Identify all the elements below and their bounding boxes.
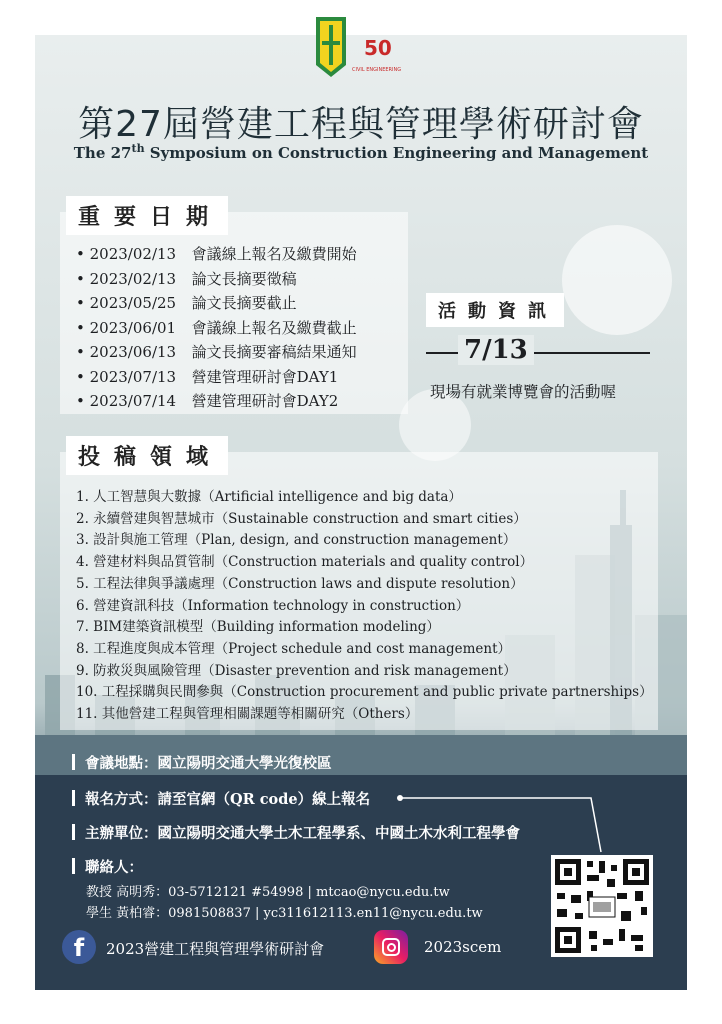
date-value: 2023/06/01 [89,318,177,337]
date-value: 2023/05/25 [89,294,177,312]
date-value: 2023/02/13 [89,245,177,263]
organizer: 主辦單位：國立陽明交通大學土木工程學系、中國土木水利工程學會 [72,822,520,843]
topic-item: 11. 其他營建工程與管理相關課題等相關研究（Others） [76,706,419,722]
date-event: 論文長摘要截止 [191,294,297,312]
topic-item: 2. 永續營建與智慧城市（Sustainable construction and smart cities） [76,510,527,527]
logo-number: 50 [364,36,392,60]
date-item: • 2023/02/13 會議線上報名及繳費開始 [76,245,357,263]
date-event: 論文長摘要徵稿 [191,269,297,288]
date-item: • 2023/07/14 營建管理研討會DAY2 [76,392,339,410]
topic-item: 1. 人工智慧與大數據（Artificial intelligence and big data） [76,489,462,505]
date-item: • 2023/05/25 論文長摘要截止 [76,294,297,312]
society-logo [294,15,406,85]
topic-item: 5. 工程法律與爭議處理（Construction laws and dispute resolution） [76,575,524,592]
topic-item: 4. 營建材料與品質管制（Construction materials and quality control） [76,554,534,571]
date-event: 論文長摘要審稿結果通知 [191,343,357,361]
contact-heading: 聯絡人： [72,856,143,877]
date-item: • 2023/06/01 會議線上報名及繳費截止 [76,318,357,337]
date-event: 營建管理研討會DAY2 [191,392,339,410]
activity-date: 7/13 [458,335,534,365]
topic-item: 3. 設計與施工管理（Plan, design, and construction management） [76,532,517,549]
page-subtitle: The 27th Symposium on Construction Engineering and Management [73,142,649,162]
date-value: 2023/02/13 [89,269,177,288]
dates-heading: 重要日期 [66,196,228,235]
topic-item: 8. 工程進度與成本管理（Project schedule and cost management） [76,640,512,657]
topic-item: 6. 營建資訊科技（Information technology in construction） [76,597,470,614]
date-item: • 2023/02/13 論文長摘要徵稿 [76,269,297,288]
date-item: • 2023/06/13 論文長摘要審稿結果通知 [76,343,357,361]
facebook-icon[interactable]: f [62,930,96,964]
venue: 會議地點：國立陽明交通大學光復校區 [72,752,332,773]
date-item: • 2023/07/13 營建管理研討會DAY1 [76,367,339,386]
logo-tagline: CIVIL ENGINEERING [352,67,402,73]
instagram-handle[interactable]: 2023scem [424,938,502,956]
page-title: 第27屆營建工程與管理學術研討會 [78,104,644,145]
activity-note: 現場有就業博覽會的活動喔 [430,383,617,401]
date-event: 營建管理研討會DAY1 [191,367,339,386]
date-event: 會議線上報名及繳費開始 [191,245,357,263]
facebook-page-name[interactable]: 2023營建工程與管理學術研討會 [106,940,325,958]
qr-code[interactable] [551,855,653,957]
contact-line: 教授 高明秀：03-5712121 #54998 | mtcao@nycu.edu.tw [86,885,450,900]
date-value: 2023/07/13 [89,367,177,386]
topics-heading: 投稿領域 [66,436,228,475]
date-value: 2023/06/13 [89,343,177,361]
topic-item: 10. 工程採購與民間參與（Construction procurement and public private partnerships） [76,684,653,701]
date-value: 2023/07/14 [89,392,177,410]
contact-line: 學生 黃柏睿：0981508837 | yc311612113.en11@nycu.edu.tw [86,906,483,921]
activity-heading: 活動資訊 [426,293,564,327]
instagram-icon[interactable] [374,930,408,964]
qr-code-image [551,855,653,957]
topic-item: 7. BIM建築資訊模型（Building information modeling） [76,619,440,636]
topic-item: 9. 防救災與風險管理（Disaster prevention and risk management） [76,662,517,679]
registration-method: 報名方式：請至官網（QR code）線上報名 [72,788,370,809]
date-event: 會議線上報名及繳費截止 [191,318,357,337]
